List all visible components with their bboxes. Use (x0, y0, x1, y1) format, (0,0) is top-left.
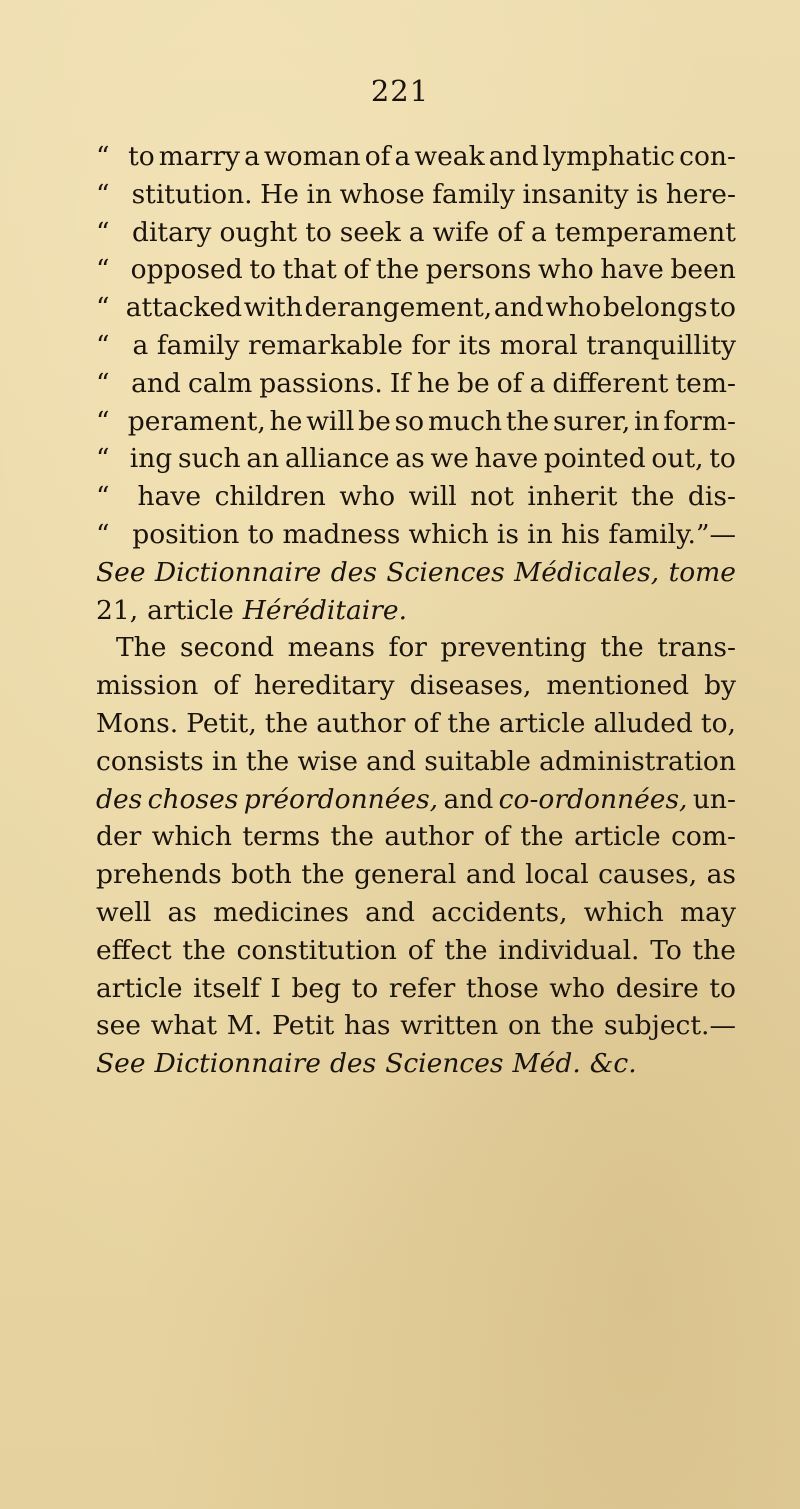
word: woman (263, 141, 361, 172)
text-line (96, 1045, 736, 1083)
word: stitution. (131, 178, 253, 210)
word: lymphatic (542, 141, 676, 172)
word: tem- (675, 367, 736, 399)
word: the (447, 707, 491, 739)
word: different (552, 367, 669, 399)
word: the (444, 934, 488, 966)
word: which (583, 896, 664, 928)
text-line (96, 781, 736, 819)
word: individual. (498, 934, 640, 966)
word: tranquillity (586, 329, 736, 361)
word: the (264, 707, 309, 739)
word: have (600, 254, 664, 286)
word: been (670, 254, 736, 286)
opening-quote-mark: “ (96, 481, 110, 513)
word: who (549, 972, 606, 1004)
word: dis- (687, 481, 736, 513)
word: of (213, 670, 240, 702)
word: preventing (440, 632, 587, 664)
word: to (709, 443, 736, 475)
word: com- (671, 821, 736, 853)
word-space (504, 1045, 513, 1083)
word: the (301, 859, 345, 891)
word: Médicales, (514, 556, 660, 588)
word: desire (615, 972, 699, 1004)
word: accidents, (431, 896, 568, 928)
word: family (432, 178, 515, 210)
word: so (394, 405, 425, 437)
word: in (634, 405, 660, 437)
word: belongs (602, 292, 708, 324)
word: as (167, 896, 197, 928)
word: surer, (553, 405, 631, 437)
word-space (146, 1045, 155, 1083)
word: second (180, 632, 275, 664)
word: article (498, 707, 586, 739)
word: Héréditaire. (242, 594, 408, 626)
word: der (96, 821, 142, 853)
word: the (600, 632, 644, 664)
word: which (151, 821, 232, 853)
text-line (96, 894, 736, 932)
word-space (234, 592, 243, 630)
word: inherit (527, 481, 618, 513)
word: the (630, 481, 675, 513)
word: that (282, 254, 337, 286)
word-space (581, 1045, 590, 1083)
word: diseases, (409, 670, 532, 702)
opening-quote-mark: “ (96, 254, 110, 286)
body-text (96, 138, 736, 1083)
word: by (704, 670, 736, 702)
word: alliance (284, 443, 390, 475)
word: to (709, 972, 736, 1004)
word: the (245, 745, 290, 777)
word: to (128, 141, 155, 172)
word: form- (663, 405, 736, 437)
opening-quote-mark: “ (96, 178, 110, 210)
word: seek (339, 216, 401, 248)
word: may (680, 896, 736, 928)
word: opposed (130, 254, 243, 286)
word-space (321, 1045, 330, 1083)
word: the (550, 1010, 595, 1042)
word: Dictionnaire (154, 1048, 321, 1080)
word: and (365, 896, 416, 928)
word: To (650, 934, 682, 966)
word: ing (129, 443, 173, 475)
word: Petit, (186, 707, 257, 739)
word: of (484, 821, 510, 853)
word: article (574, 821, 661, 853)
word: we (430, 443, 469, 475)
text-line (96, 1007, 736, 1045)
text-line (96, 327, 736, 365)
word: will (408, 481, 457, 513)
word: wife (432, 216, 490, 248)
word: as (706, 859, 736, 891)
word: a (530, 216, 547, 248)
opening-quote-mark: “ (96, 292, 110, 324)
word: of (413, 707, 440, 739)
word: and (493, 292, 544, 324)
word: préordonnées, (243, 783, 439, 815)
word: with (243, 292, 303, 324)
word: those (465, 972, 539, 1004)
word: Dictionnaire (154, 556, 322, 588)
word: to (249, 254, 276, 286)
word: he (269, 405, 303, 437)
word: trans- (657, 632, 736, 664)
word: M. (226, 1010, 263, 1042)
text-line (96, 138, 736, 176)
word: to (351, 972, 379, 1004)
word: in (212, 745, 238, 777)
word: consists (96, 745, 204, 777)
word: is (496, 518, 519, 550)
word: family.”— (608, 518, 736, 550)
word: who (537, 254, 594, 286)
word: a (132, 329, 149, 361)
word: local (525, 859, 589, 891)
word: to (247, 518, 275, 550)
word: out, (651, 443, 704, 475)
word: pointed (543, 443, 646, 475)
word: here- (665, 178, 736, 210)
word: itself (193, 972, 260, 1004)
word: written (400, 1010, 499, 1042)
word: article (96, 972, 183, 1004)
word: has (344, 1010, 391, 1042)
word: the (505, 405, 550, 437)
text-line (96, 440, 736, 478)
word: for (388, 632, 427, 664)
word: in (306, 178, 333, 210)
word: whose (339, 178, 425, 210)
word: See (96, 556, 146, 588)
word: passions. (259, 367, 383, 399)
word: refer (388, 972, 456, 1004)
word: co-ordonnées, (498, 783, 688, 815)
word: Sciences (385, 1048, 504, 1080)
word: insanity (522, 178, 629, 210)
word: remarkable (248, 329, 403, 361)
page-number: 221 (370, 74, 430, 108)
word: des (96, 783, 143, 815)
text-line (96, 743, 736, 781)
word: what (150, 1010, 217, 1042)
word: and (366, 745, 416, 777)
text-line (96, 667, 736, 705)
word: I (270, 972, 281, 1004)
opening-quote-mark: “ (96, 216, 110, 248)
text-line (96, 176, 736, 214)
word: and (131, 367, 181, 399)
word: its (458, 329, 492, 361)
word: well (96, 896, 152, 928)
word: un- (692, 783, 736, 815)
word: choses (147, 783, 239, 815)
word-space (376, 1045, 385, 1083)
word: moral (499, 329, 578, 361)
word: Sciences (386, 556, 505, 588)
opening-quote-mark: “ (96, 329, 110, 361)
word: who (339, 481, 396, 513)
word: to, (700, 707, 736, 739)
opening-quote-mark: “ (96, 405, 110, 437)
word: temperament (554, 216, 736, 248)
text-line (96, 705, 736, 743)
text-line (96, 478, 736, 516)
word: children (214, 481, 326, 513)
word: such (178, 443, 241, 475)
word: he (417, 367, 450, 399)
word: have (137, 481, 202, 513)
word: weak (414, 141, 485, 172)
word: mentioned (546, 670, 690, 702)
text-line (96, 214, 736, 252)
text-line (96, 970, 736, 1008)
word: of (343, 254, 370, 286)
word: as (395, 443, 425, 475)
word: for (411, 329, 450, 361)
text-line (96, 554, 736, 592)
word-space (138, 592, 147, 630)
word: his (561, 518, 601, 550)
word: If (389, 367, 411, 399)
word: in (527, 518, 553, 550)
word: position (132, 518, 240, 550)
word: alluded (593, 707, 693, 739)
word: of (364, 141, 391, 172)
text-line (96, 365, 736, 403)
text-line (96, 403, 736, 441)
word: beg (291, 972, 342, 1004)
word: on (507, 1010, 541, 1042)
word: to (305, 216, 332, 248)
word: Petit (272, 1010, 335, 1042)
word: of (497, 216, 523, 248)
text-line (96, 251, 736, 289)
word: des (329, 1048, 377, 1080)
word: Méd. (512, 1048, 581, 1080)
word: of (407, 934, 434, 966)
word: the (375, 254, 420, 286)
word: the (692, 934, 736, 966)
word: not (470, 481, 514, 513)
word: constitution (236, 934, 397, 966)
word: mission (96, 670, 199, 702)
word: prehends (96, 859, 222, 891)
word: general (354, 859, 457, 891)
word: who (545, 292, 602, 324)
word: tome (668, 556, 736, 588)
word: effect (96, 934, 172, 966)
text-line (96, 592, 736, 630)
word: and (488, 141, 539, 172)
word: the (182, 934, 226, 966)
word: madness (282, 518, 401, 550)
word: a (408, 216, 425, 248)
word: and (443, 783, 494, 815)
word: wise (297, 745, 358, 777)
text-line (96, 289, 736, 327)
word: author (384, 821, 474, 853)
word: a (394, 141, 411, 172)
word: which (408, 518, 489, 550)
word: 21, (96, 594, 139, 626)
word: the (330, 821, 374, 853)
word: both (231, 859, 292, 891)
word: ditary (131, 216, 212, 248)
word: terms (242, 821, 321, 853)
word: article (147, 594, 234, 626)
word: persons (425, 254, 532, 286)
word: He (260, 178, 299, 210)
word: of (496, 367, 523, 399)
opening-quote-mark: “ (96, 518, 110, 550)
word: derangement, (304, 292, 493, 324)
word: means (287, 632, 375, 664)
word: hereditary (254, 670, 395, 702)
word: subject.— (604, 1010, 736, 1042)
text-line (96, 932, 736, 970)
text-line (96, 516, 736, 554)
word: calm (187, 367, 253, 399)
word: is (636, 178, 659, 210)
word: will (306, 405, 355, 437)
word: be (358, 405, 391, 437)
word: an (246, 443, 280, 475)
text-line (96, 629, 736, 667)
word: author (316, 707, 406, 739)
word: con- (679, 141, 736, 172)
word: &c. (589, 1048, 637, 1080)
word: a (244, 141, 260, 172)
word: suitable (424, 745, 531, 777)
word: medicines (213, 896, 349, 928)
word: des (330, 556, 377, 588)
word: marry (158, 141, 240, 172)
opening-quote-mark: “ (96, 141, 110, 172)
word: The (116, 632, 167, 664)
word: to (709, 292, 736, 324)
word: family (156, 329, 240, 361)
word: perament, (127, 405, 266, 437)
word: and (465, 859, 516, 891)
word: See (96, 1048, 146, 1080)
word: see (96, 1010, 141, 1042)
word: much (427, 405, 503, 437)
opening-quote-mark: “ (96, 367, 110, 399)
opening-quote-mark: “ (96, 443, 110, 475)
word: attacked (125, 292, 243, 324)
word: the (520, 821, 564, 853)
word: administration (539, 745, 736, 777)
word: causes, (598, 859, 698, 891)
word: have (474, 443, 539, 475)
word: Mons. (96, 707, 179, 739)
word: be (456, 367, 490, 399)
word: a (529, 367, 546, 399)
text-line (96, 818, 736, 856)
word: ought (219, 216, 298, 248)
text-line (96, 856, 736, 894)
